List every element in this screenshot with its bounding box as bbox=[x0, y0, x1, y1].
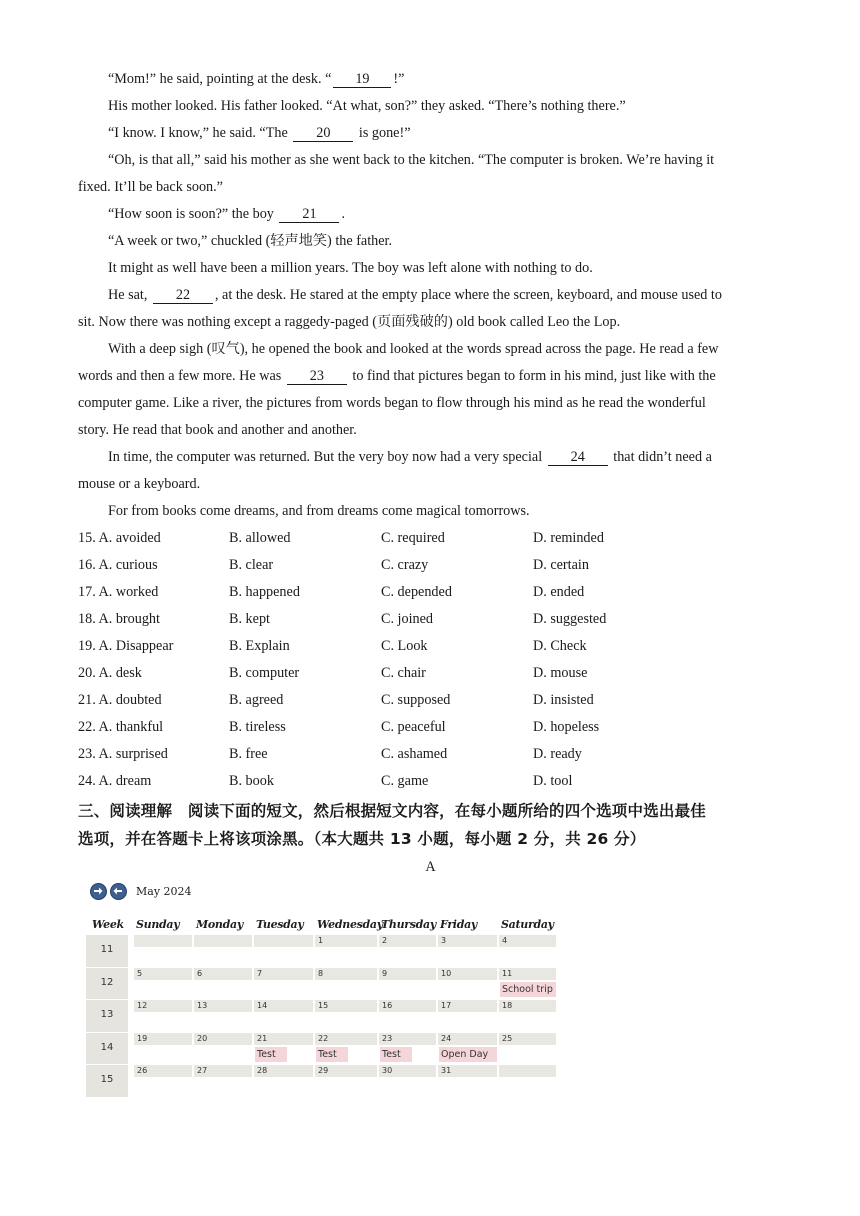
calendar-event[interactable]: Test bbox=[316, 1047, 348, 1062]
day-cell[interactable] bbox=[379, 935, 436, 947]
passage-text: With a deep sigh (叹气), he opened the book and looked at the words spread across the page. He read a few bbox=[108, 341, 719, 357]
option-choice: B. free bbox=[229, 746, 268, 762]
option-choice: B. computer bbox=[229, 665, 300, 681]
calendar-header bbox=[86, 914, 561, 934]
blank-23: 23 bbox=[287, 369, 347, 385]
calendar-header-sunday: Sunday bbox=[136, 918, 180, 931]
option-choice: 16. A. curious bbox=[78, 557, 158, 573]
passage-line bbox=[78, 66, 768, 93]
day-number: 15 bbox=[318, 1001, 329, 1010]
option-choice: D. tool bbox=[533, 773, 573, 789]
calendar-event[interactable]: Test bbox=[380, 1047, 412, 1062]
passage-line bbox=[78, 363, 768, 390]
blank-20: 20 bbox=[293, 126, 353, 142]
day-number: 3 bbox=[441, 936, 447, 945]
option-choice: C. supposed bbox=[381, 692, 451, 708]
passage-label: A bbox=[425, 859, 436, 875]
option-choice: D. ready bbox=[533, 746, 582, 762]
passage-text: He sat, bbox=[108, 287, 151, 303]
passage-text: . bbox=[341, 206, 345, 222]
calendar-header-thursday: Thursday bbox=[381, 918, 436, 931]
week-number: 13 bbox=[100, 1009, 114, 1020]
day-number: 14 bbox=[257, 1001, 268, 1010]
day-number: 24 bbox=[441, 1033, 452, 1043]
calendar-header-wednesday: Wednesday bbox=[317, 918, 383, 931]
passage-text: words and then a few more. He was bbox=[78, 368, 285, 384]
option-choice: C. crazy bbox=[381, 557, 429, 573]
passage-text: “I know. I know,” he said. “The bbox=[108, 125, 292, 141]
option-choice: 22. A. thankful bbox=[78, 719, 164, 735]
day-number: 23 bbox=[382, 1033, 393, 1043]
option-choice: C. Look bbox=[381, 638, 428, 654]
passage-line bbox=[78, 147, 768, 174]
day-cell[interactable] bbox=[194, 968, 252, 980]
day-number: 17 bbox=[441, 1001, 452, 1010]
calendar-title: May 2024 bbox=[136, 885, 192, 898]
day-number: 20 bbox=[197, 1033, 208, 1043]
day-cell[interactable] bbox=[315, 935, 377, 947]
passage-text: It might as well have been a million years. The boy was left alone with nothing to do. bbox=[108, 260, 593, 276]
blank-19: 19 bbox=[333, 72, 391, 88]
passage-line bbox=[78, 498, 768, 525]
passage-text: is gone!” bbox=[355, 125, 411, 141]
day-cell[interactable] bbox=[134, 968, 192, 980]
calendar-event[interactable]: Open Day bbox=[439, 1047, 497, 1062]
passage-text: “A week or two,” chuckled (轻声地笑) the father. bbox=[108, 233, 393, 249]
option-row bbox=[78, 633, 768, 660]
option-row bbox=[78, 768, 768, 795]
day-number: 29 bbox=[318, 1066, 329, 1075]
option-row bbox=[78, 660, 768, 687]
option-choice: D. insisted bbox=[533, 692, 594, 708]
week-number: 12 bbox=[100, 976, 114, 988]
day-number: 5 bbox=[137, 968, 143, 978]
option-choice: B. agreed bbox=[229, 692, 284, 708]
option-choice: B. allowed bbox=[229, 530, 291, 546]
option-choice: D. mouse bbox=[533, 665, 588, 681]
day-number: 9 bbox=[382, 968, 388, 978]
day-number: 16 bbox=[382, 1001, 393, 1010]
passage-line bbox=[78, 444, 768, 471]
option-choice: C. depended bbox=[381, 584, 452, 600]
option-row bbox=[78, 579, 768, 606]
passage-line bbox=[78, 390, 768, 417]
day-number: 1 bbox=[318, 936, 324, 945]
calendar-header-friday: Friday bbox=[440, 918, 478, 931]
arrow-right-icon[interactable] bbox=[90, 883, 107, 900]
day-number: 27 bbox=[197, 1066, 208, 1075]
option-choice: 24. A. dream bbox=[78, 773, 152, 789]
day-cell[interactable] bbox=[379, 968, 436, 980]
day-number: 19 bbox=[137, 1033, 148, 1043]
option-choice: 17. A. worked bbox=[78, 584, 159, 600]
exam-page bbox=[78, 66, 768, 881]
passage-line bbox=[78, 309, 768, 336]
option-choice: B. clear bbox=[229, 557, 274, 573]
option-choice: 15. A. avoided bbox=[78, 530, 161, 546]
day-cell[interactable] bbox=[499, 935, 556, 947]
calendar bbox=[86, 880, 561, 1096]
blank-22: 22 bbox=[153, 288, 213, 304]
passage-text: fixed. It’ll be back soon.” bbox=[78, 179, 223, 195]
passage-text: “Mom!” he said, pointing at the desk. “ bbox=[108, 71, 332, 87]
option-choice: 20. A. desk bbox=[78, 665, 142, 681]
option-choice: B. book bbox=[229, 773, 274, 789]
day-number: 30 bbox=[382, 1066, 393, 1075]
blank-21: 21 bbox=[279, 207, 339, 223]
option-choice: B. tireless bbox=[229, 719, 286, 735]
calendar-header-saturday: Saturday bbox=[501, 918, 554, 931]
option-choice: C. peaceful bbox=[381, 719, 446, 735]
passage-text: In time, the computer was returned. But the very boy now had a very special bbox=[108, 449, 546, 465]
calendar-event[interactable]: Test bbox=[255, 1047, 287, 1062]
week-number: 14 bbox=[100, 1041, 114, 1053]
blank-24: 24 bbox=[548, 450, 608, 466]
option-row bbox=[78, 741, 768, 768]
day-cell[interactable] bbox=[499, 1065, 556, 1077]
day-cell[interactable] bbox=[194, 935, 252, 947]
option-choice: 19. A. Disappear bbox=[78, 638, 174, 654]
option-choice: C. game bbox=[381, 773, 429, 789]
passage-text: “How soon is soon?” the boy bbox=[108, 206, 278, 222]
passage-text: computer game. Like a river, the pictures from words began to flow through his mind as he read the wonderful bbox=[78, 395, 706, 411]
passage-text: His mother looked. His father looked. “At what, son?” they asked. “There’s nothing there.” bbox=[108, 98, 626, 114]
day-number: 21 bbox=[257, 1033, 268, 1043]
day-number: 13 bbox=[197, 1001, 208, 1010]
arrow-left-icon[interactable] bbox=[110, 883, 127, 900]
calendar-header-week: Week bbox=[92, 918, 124, 931]
calendar-header-tuesday: Tuesday bbox=[256, 918, 304, 931]
day-cell[interactable] bbox=[254, 935, 313, 947]
passage-line bbox=[78, 282, 768, 309]
option-choice: B. Explain bbox=[229, 638, 290, 654]
day-number: 26 bbox=[137, 1066, 148, 1075]
option-choice: 18. A. brought bbox=[78, 611, 160, 627]
option-choice: B. kept bbox=[229, 611, 270, 627]
passage-line bbox=[78, 228, 768, 255]
week-number: 15 bbox=[100, 1074, 114, 1085]
calendar-header-monday: Monday bbox=[196, 918, 243, 931]
passage-text: to find that pictures began to form in his mind, just like with the bbox=[348, 368, 716, 384]
day-number: 31 bbox=[441, 1066, 452, 1075]
option-row bbox=[78, 714, 768, 741]
passage-text: story. He read that book and another and another. bbox=[78, 422, 357, 438]
passage bbox=[78, 66, 768, 525]
day-cell[interactable] bbox=[438, 935, 497, 947]
passage-text: sit. Now there was nothing except a raggedy-paged (页面残破的) old book called Leo the Lop. bbox=[78, 314, 621, 330]
option-row bbox=[78, 687, 768, 714]
passage-line bbox=[78, 201, 768, 228]
option-row bbox=[78, 552, 768, 579]
option-choice: C. chair bbox=[381, 665, 426, 681]
passage-text: mouse or a keyboard. bbox=[78, 476, 201, 492]
passage-line bbox=[78, 417, 768, 444]
option-row bbox=[78, 606, 768, 633]
day-number: 12 bbox=[137, 1001, 148, 1010]
option-choice: D. certain bbox=[533, 557, 589, 573]
passage-text: “Oh, is that all,” said his mother as she went back to the kitchen. “The computer is broken. We’re having it bbox=[108, 152, 715, 168]
passage-line bbox=[78, 120, 768, 147]
calendar-event[interactable]: School trip bbox=[500, 982, 556, 997]
day-cell[interactable] bbox=[315, 968, 377, 980]
calendar-nav bbox=[90, 883, 192, 900]
passage-text: !” bbox=[393, 71, 405, 87]
passage-line bbox=[78, 471, 768, 498]
day-number: 7 bbox=[257, 968, 263, 978]
section-heading-line2: 选项，并在答题卡上将该项涂黑。（本大题共 13 小题，每小题 2 分，共 26 分） bbox=[78, 830, 646, 848]
passage-line bbox=[78, 255, 768, 282]
passage-line bbox=[78, 93, 768, 120]
option-choice: 21. A. doubted bbox=[78, 692, 162, 708]
option-choice: B. happened bbox=[229, 584, 300, 600]
option-choice: D. ended bbox=[533, 584, 585, 600]
day-number: 4 bbox=[502, 936, 508, 945]
passage-line bbox=[78, 174, 768, 201]
option-row bbox=[78, 525, 768, 552]
day-number: 6 bbox=[197, 968, 203, 978]
day-number: 28 bbox=[257, 1066, 268, 1075]
day-cell[interactable] bbox=[254, 968, 313, 980]
section-heading bbox=[78, 797, 768, 853]
day-number: 2 bbox=[382, 936, 388, 945]
option-choice: D. suggested bbox=[533, 611, 607, 627]
option-choice: 23. A. surprised bbox=[78, 746, 168, 762]
option-choice: C. ashamed bbox=[381, 746, 448, 762]
section-heading-line1: 三、阅读理解 阅读下面的短文，然后根据短文内容，在每小题所给的四个选项中选出最佳 bbox=[78, 802, 707, 820]
day-number: 8 bbox=[318, 968, 324, 978]
option-choice: D. reminded bbox=[533, 530, 604, 546]
day-number: 18 bbox=[502, 1001, 513, 1010]
option-choice: C. joined bbox=[381, 611, 434, 627]
day-cell[interactable] bbox=[134, 935, 192, 947]
day-number: 10 bbox=[441, 968, 452, 978]
day-number: 22 bbox=[318, 1033, 329, 1043]
passage-text: For from books come dreams, and from dreams come magical tomorrows. bbox=[108, 503, 530, 519]
passage-text: that didn’t need a bbox=[609, 449, 712, 465]
week-number: 11 bbox=[100, 944, 114, 955]
option-choice: C. required bbox=[381, 530, 445, 546]
option-choice: D. hopeless bbox=[533, 719, 600, 735]
day-number: 25 bbox=[502, 1033, 513, 1043]
option-choice: D. Check bbox=[533, 638, 587, 654]
passage-line bbox=[78, 336, 768, 363]
day-number: 11 bbox=[502, 968, 513, 978]
options-list bbox=[78, 525, 768, 795]
passage-text: , at the desk. He stared at the empty place where the screen, keyboard, and mouse used to bbox=[214, 287, 722, 303]
